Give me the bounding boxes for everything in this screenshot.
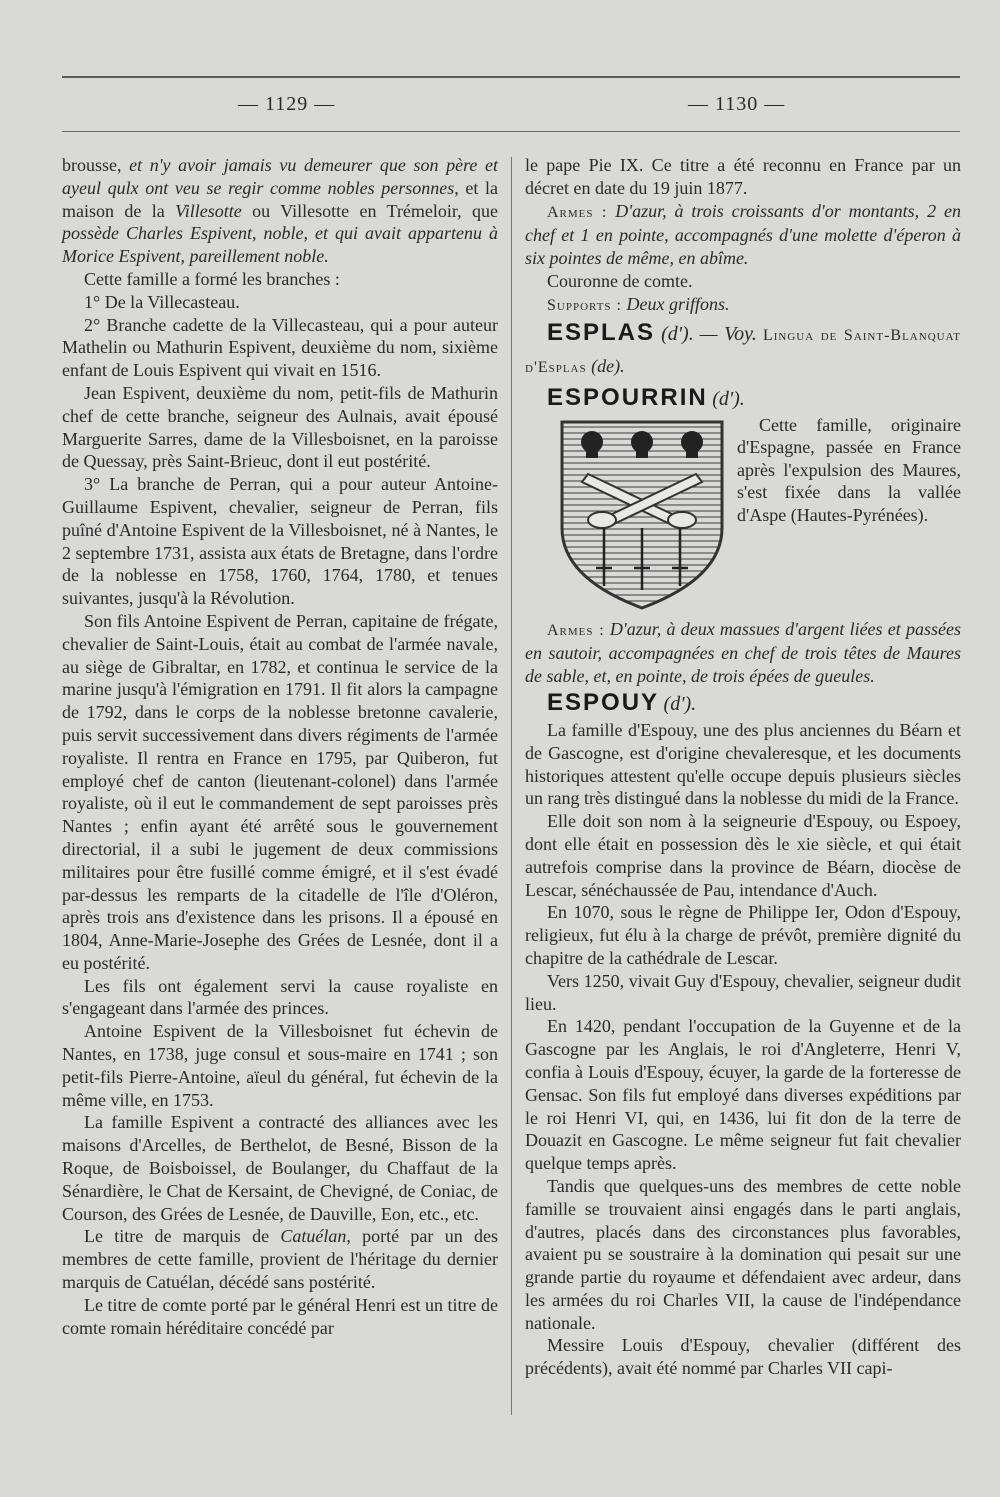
paragraph: Jean Espivent, deuxième du nom, petit-fils de Mathurin chef de cette branche, seigneur des Aulnais, avait épousé Marguerite Sarres, dame de la Villesboisnet, en la paroisse de Quessay, près Saint-Brieuc, dont il eut postérité. (62, 382, 498, 472)
arms-description: Armes : D'azur, à trois croissants d'or montants, 2 en chef et 1 en pointe, accompagnés d'une molette d'éperon à six pointes de même, en abîme. (525, 200, 961, 269)
right-column (525, 154, 961, 1380)
paragraph: Les fils ont également servi la cause royaliste en s'engageant dans l'armée des princes. (62, 975, 498, 1019)
espourrin-intro: Cette famille, originaire d'Espagne, passée en France après l'expulsion des Maures, s'est fixée dans la vallée d'Aspe (Hautes-Pyrénées). (737, 414, 961, 525)
paragraph: En 1070, sous le règne de Philippe Ier, Odon d'Espouy, religieux, fut élu à la charge de prévôt, première dignité du chapitre de la cathédrale de Lescar. (525, 902, 961, 968)
paragraph: Antoine Espivent de la Villesboisnet fut échevin de Nantes, en 1738, juge consul et sous-maire en 1741 ; son petit-fils Pierre-Antoine, aïeul du général, fut échevin de la même ville, en 1753. (62, 1021, 498, 1110)
paragraph: le pape Pie IX. Ce titre a été reconnu en France par un décret en date du 19 juin 1877. (525, 155, 961, 198)
paragraph: Couronne de comte. (547, 270, 693, 291)
page-number-right: — 1130 — (688, 93, 786, 115)
paragraph: Tandis que quelques-uns des membres de cette noble famille se trouvaient ainsi engagés dans le parti anglais, d'autres, placés dans des circonstances plus favorables, avaient pu se soustraire à la domination qui pesait sur une grande partie du royaume et défendaient avec ardeur, dans les armées du roi Charles VII, la cause de l'indépendance nationale. (525, 1175, 961, 1333)
paragraph: En 1420, pendant l'occupation de la Guyenne et de la Gascogne par les Anglais, le roi d'Angleterre, Henri V, confia à Louis d'Espouy, écuyer, la garde de la forteresse de Gensac. Son fils fut employé dans diverses expéditions par le roi Henri VI, qui, en 1436, lui fit don de la terre de Douazit en Gascogne. Le même seigneur fut fait chevalier quelque temps après. (525, 1016, 961, 1174)
arms-description: Armes : D'azur, à deux massues d'argent liées et passées en sautoir, accompagnées en chef de trois têtes de Maures de sable, et, en pointe, de trois épées de gueules. (525, 618, 961, 687)
paragraph: Elle doit son nom à la seigneurie d'Espouy, ou Espoey, dont elle était en possession dès le xie siècle, et qui était autrefois comprise dans la province de Béarn, diocèse de Lescar, sénéchaussée de Pau, intendance d'Auch. (525, 811, 961, 900)
paragraph: Le titre de marquis de Catuélan, porté par un des membres de cette famille, provient de l'héritage du dernier marquis de Catuélan, décédé sans postérité. (62, 1226, 498, 1293)
paragraph: La famille d'Espouy, une des plus anciennes du Béarn et de Gascogne, est d'origine chevaleresque, et les documents historiques attestent qu'elle occupe depuis plusieurs siècles un rang très distingué dans la noblesse du midi de la France. (525, 719, 961, 809)
paragraph: 2° Branche cadette de la Villecasteau, qui a pour auteur Mathelin ou Mathurin Espivent, deuxième du nom, sixième enfant de Louis Espivent qui vivait en 1516. (62, 314, 498, 381)
paragraph: La famille Espivent a contracté des alliances avec les maisons d'Arcelles, de Berthelot, de Besné, Bisson de la Roque, de Boisboissel, de Boulanger, du Chaffaut de la Sénardière, le Chat de Kersaint, de Chevigné, de Coniac, de Courson, des Grées de Lesnée, de Dauville, Eon, etc., etc. (62, 1112, 498, 1224)
left-column (62, 154, 498, 1339)
paragraph: Cette famille a formé les branches : (84, 268, 340, 289)
column-divider (511, 157, 512, 1415)
coat-of-arms-icon (558, 418, 726, 612)
paragraph: Vers 1250, vivait Guy d'Espouy, chevalier, seigneur dudit lieu. (525, 970, 961, 1014)
crest-section (525, 414, 961, 618)
paragraph: 3° La branche de Perran, qui a pour auteur Antoine-Guillaume Espivent, chevalier, seigneur de Perran, fils puîné d'Antoine Espivent de la Villesboisnet, né à Nantes, le 2 septembre 1731, assista aux états de Bretagne, dans l'ordre de la noblesse en 1758, 1760, 1764, 1780, et tenues suivantes, jusqu'à la Révolution. (62, 474, 498, 609)
entry-espouy: ESPOUY (d'). (547, 688, 697, 716)
supports-line: Supports : Deux griffons. (547, 293, 730, 314)
header-rule (62, 131, 960, 132)
entry-espourrin: ESPOURRIN (d'). (547, 383, 745, 411)
entry-esplas: ESPLAS (d'). — Voy. Lingua de Saint-Blanquat d'Esplas (de). (525, 318, 962, 376)
paragraph: 1° De la Villecasteau. (84, 291, 240, 312)
paragraph: Le titre de comte porté par le général Henri est un titre de comte romain héréditaire concédé par (62, 1294, 498, 1338)
top-rule (62, 76, 960, 78)
page-number-left: — 1129 — (238, 93, 336, 115)
paragraph: Messire Louis d'Espouy, chevalier (différent des précédents), avait été nommé par Charles VII capi- (525, 1335, 961, 1379)
paragraph: brousse, et n'y avoir jamais vu demeurer que son père et ayeul qulx ont veu se regir comme nobles personnes, et la maison de la Villesotte ou Villesotte en Trémeloir, que possède Charles Espivent, noble, et qui avait appartenu à Morice Espivent, pareillement noble. (62, 155, 498, 267)
paragraph: Son fils Antoine Espivent de Perran, capitaine de frégate, chevalier de Saint-Louis, était au combat de l'armée navale, au siège de Gibraltar, en 1782, et continua le service de la marine jusqu'à l'émigration en 1791. Il fit alors la campagne de 1792, dans le corps de la noblesse bretonne cavalerie, puis servit successivement dans divers régiments de l'armée royaliste. Il rentra en France en 1795, par Quiberon, fut employé chef de canton (lieutenant-colonel) dans l'armée royaliste, où il eut le commandement de sept paroisses près Nantes ; enfin ayant été arrêté sous le gouvernement directorial, il a subi le jugement de deux commissions militaires pour être fusillé comme émigré, et il s'est évadé par-dessus les remparts de la citadelle de l'île d'Oléron, après trois ans d'existence dans les prisons. Il a épousé en 1804, Anne-Marie-Josephe des Grées de Lesnée, dont il a eu postérité. (62, 610, 498, 973)
